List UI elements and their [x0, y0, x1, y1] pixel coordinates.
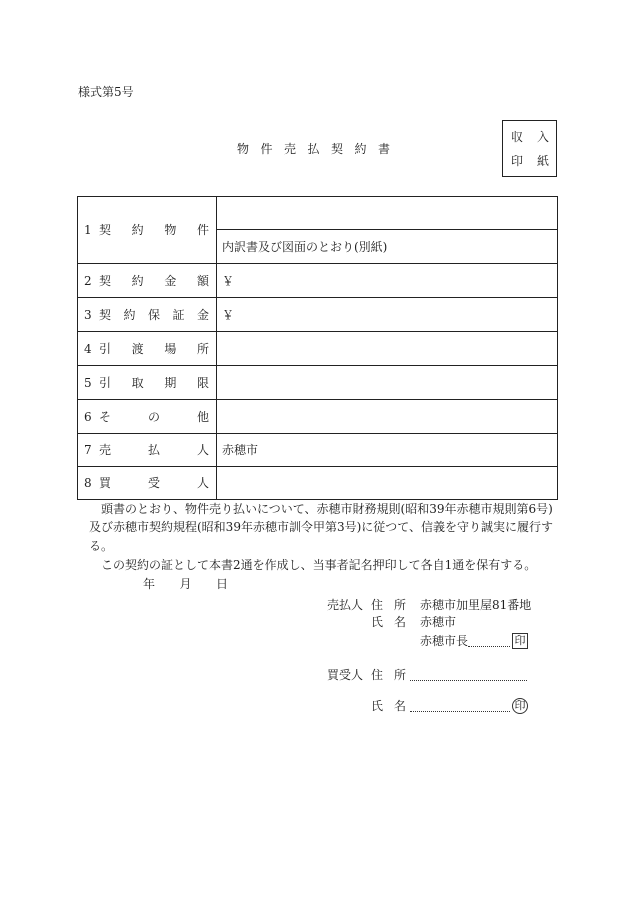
item-number: 2 [84, 273, 92, 288]
buyer-name-label: 氏 名 [371, 699, 406, 713]
item-number: 5 [84, 375, 92, 390]
body-text-line: 及び赤穂市契約規程(昭和39年赤穂市訓令甲第3号)に従つて、信義を守り誠実に履行す [89, 520, 554, 534]
table-row [78, 433, 557, 466]
revenue-stamp-box [502, 120, 557, 177]
document-title: 物 件 売 払 契 約 書 [237, 142, 390, 156]
value-cell [217, 264, 557, 297]
item-number: 8 [84, 476, 92, 490]
buyer-seal-mark: 印 [512, 698, 528, 714]
table-row [78, 399, 557, 433]
item-label: 売 払 人 [99, 443, 209, 457]
label-cell [78, 264, 217, 297]
label-cell [78, 332, 217, 365]
label-cell [78, 298, 217, 331]
table-row [78, 331, 557, 365]
item-label: 契 約 金 額 [99, 273, 209, 288]
seller-address: 赤穂市加里屋81番地 [420, 598, 532, 612]
value-cell [217, 434, 557, 466]
item-value: ￥ [222, 273, 235, 288]
item-number: 1 [84, 223, 92, 237]
value-cell [217, 400, 557, 433]
body-text-line: この契約の証として本書2通を作成し、当事者記名押印して各自1通を保有する。 [101, 558, 537, 572]
item-value: 赤穂市 [222, 443, 259, 457]
item-label: 引 渡 場 所 [99, 341, 209, 356]
body-text-line: る。 [89, 539, 114, 553]
value-subcell-top [217, 197, 557, 230]
item-detail: 内訳書及び図面のとおり(別紙) [222, 239, 388, 254]
item-value: ￥ [222, 307, 235, 322]
label-cell [78, 467, 217, 499]
seller-name: 赤穂市 [420, 615, 457, 629]
body-text-line: 頭書のとおり、物件売り払いについて、赤穂市財務規則(昭和39年赤穂市規則第6号) [101, 502, 553, 516]
value-cell [217, 366, 557, 399]
table-row [78, 297, 557, 331]
item-number: 7 [84, 443, 92, 457]
table-row [78, 197, 557, 263]
revenue-stamp-line-1: 収 入 [511, 130, 549, 144]
table-row [78, 365, 557, 399]
item-label: 引 取 期 限 [99, 375, 209, 390]
buyer-role-label: 買受人 [327, 668, 364, 682]
value-cell [217, 332, 557, 365]
revenue-stamp-line-2: 印 紙 [511, 154, 549, 168]
seller-address-label: 住 所 [371, 598, 406, 612]
seller-signature-leader [468, 634, 510, 647]
label-cell [78, 197, 217, 263]
value-subcell-bottom [217, 230, 557, 263]
buyer-name-leader [410, 699, 510, 712]
table-row [78, 263, 557, 297]
label-cell [78, 434, 217, 466]
item-number: 6 [84, 409, 92, 424]
item-label: そ の 他 [99, 409, 209, 424]
buyer-address-leader [410, 668, 527, 681]
seller-name-label: 氏 名 [371, 615, 406, 629]
table-row [78, 466, 557, 499]
date-line: 年 月 日 [143, 577, 228, 591]
value-cell [217, 467, 557, 499]
label-cell [78, 366, 217, 399]
label-cell [78, 400, 217, 433]
seller-role-label: 売払人 [327, 598, 364, 612]
item-label: 契 約 物 件 [99, 223, 209, 237]
buyer-address-label: 住 所 [371, 668, 406, 682]
form-number: 様式第5号 [78, 85, 134, 99]
seller-representative: 赤穂市長 [420, 634, 469, 648]
item-label: 契 約 保 証 金 [99, 307, 209, 322]
item-label: 買 受 人 [99, 476, 209, 490]
item-number: 4 [84, 341, 92, 356]
value-cell [217, 197, 557, 263]
seller-seal-mark: 印 [512, 633, 528, 649]
contract-table [77, 196, 558, 500]
value-cell [217, 298, 557, 331]
item-number: 3 [84, 307, 92, 322]
